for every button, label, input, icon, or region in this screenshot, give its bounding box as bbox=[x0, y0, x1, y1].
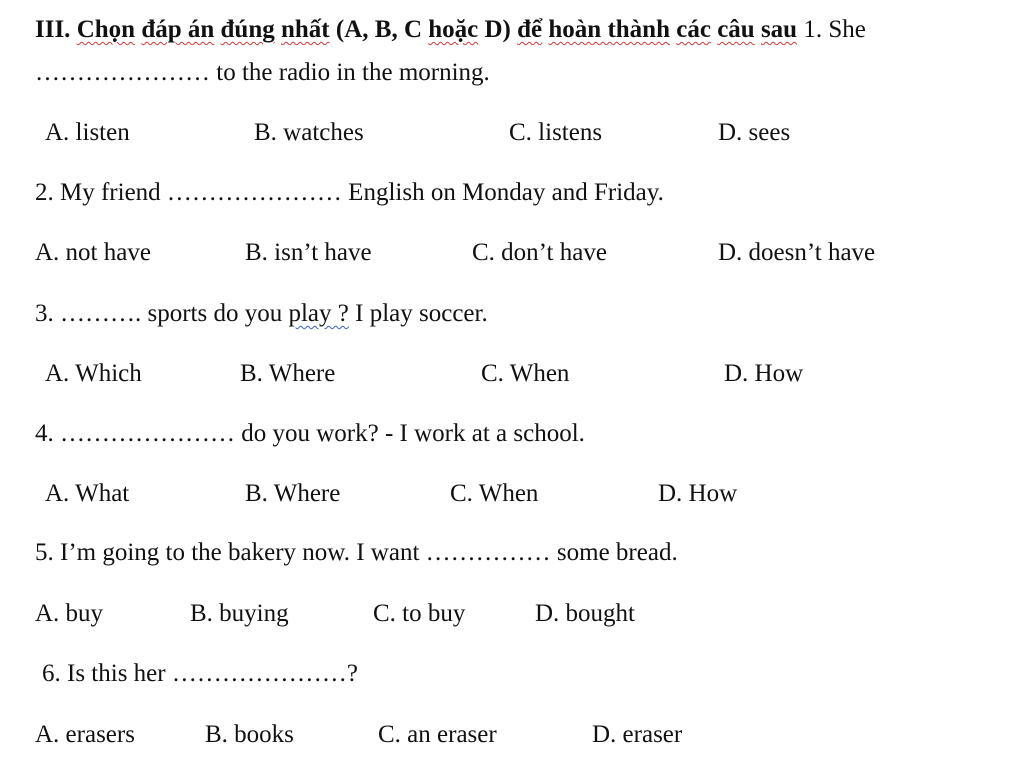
heading-word: Chọn bbox=[76, 16, 136, 43]
q5-option-b: B. buying bbox=[190, 600, 289, 627]
heading-roman: III. bbox=[35, 16, 71, 43]
heading-word: (A, B, C bbox=[335, 16, 422, 43]
q2-option-c: C. don’t have bbox=[472, 239, 607, 266]
q1-option-a: A. listen bbox=[45, 119, 130, 146]
heading-word: hoàn thành bbox=[548, 16, 670, 43]
question-6-text: 6. Is this her …………………? bbox=[42, 660, 358, 687]
question-3-marked: play ? bbox=[288, 300, 349, 327]
q1-option-b: B. watches bbox=[254, 119, 364, 146]
q2-option-b: B. isn’t have bbox=[245, 239, 372, 266]
q4-option-c: C. When bbox=[450, 480, 539, 507]
question-3-post: I play soccer. bbox=[355, 300, 488, 327]
q1-option-d: D. sees bbox=[718, 119, 791, 146]
heading-word: hoặc bbox=[428, 16, 479, 43]
heading-word: các bbox=[676, 16, 711, 43]
q1-option-c: C. listens bbox=[509, 119, 603, 146]
question-4-text: 4. ………………… do you work? - I work at a school. bbox=[35, 420, 585, 447]
q6-option-d: D. eraser bbox=[592, 721, 683, 748]
question-1-start: 1. She bbox=[803, 16, 866, 43]
q4-option-b: B. Where bbox=[245, 480, 341, 507]
q5-option-c: C. to buy bbox=[373, 600, 466, 627]
q4-option-a: A. What bbox=[45, 480, 130, 507]
question-3-pre: 3. ………. sports do you bbox=[35, 300, 283, 327]
question-3-text bbox=[35, 299, 488, 329]
heading-word: D) bbox=[484, 16, 511, 43]
q5-option-d: D. bought bbox=[535, 600, 635, 627]
q3-option-d: D. How bbox=[724, 360, 804, 387]
question-1-text: ………………… to the radio in the morning. bbox=[35, 59, 490, 86]
q6-option-b: B. books bbox=[205, 721, 294, 748]
section-heading bbox=[35, 15, 866, 45]
heading-word: sau bbox=[760, 16, 798, 43]
q3-option-a: A. Which bbox=[45, 360, 142, 387]
q5-option-a: A. buy bbox=[35, 600, 104, 627]
heading-word: nhất bbox=[281, 16, 330, 43]
q6-option-c: C. an eraser bbox=[378, 721, 497, 748]
heading-word: câu bbox=[717, 16, 755, 43]
heading-word: đáp án bbox=[141, 16, 215, 43]
heading-word: đúng bbox=[220, 16, 275, 43]
heading-word: để bbox=[517, 16, 543, 43]
question-2-text: 2. My friend ………………… English on Monday and Friday. bbox=[35, 179, 664, 206]
q2-option-a: A. not have bbox=[35, 239, 151, 266]
question-5-text: 5. I’m going to the bakery now. I want …………… some bread. bbox=[35, 539, 678, 566]
q2-option-d: D. doesn’t have bbox=[718, 239, 876, 266]
q6-option-a: A. erasers bbox=[35, 721, 135, 748]
q4-option-d: D. How bbox=[658, 480, 738, 507]
q3-option-b: B. Where bbox=[240, 360, 336, 387]
q3-option-c: C. When bbox=[481, 360, 570, 387]
